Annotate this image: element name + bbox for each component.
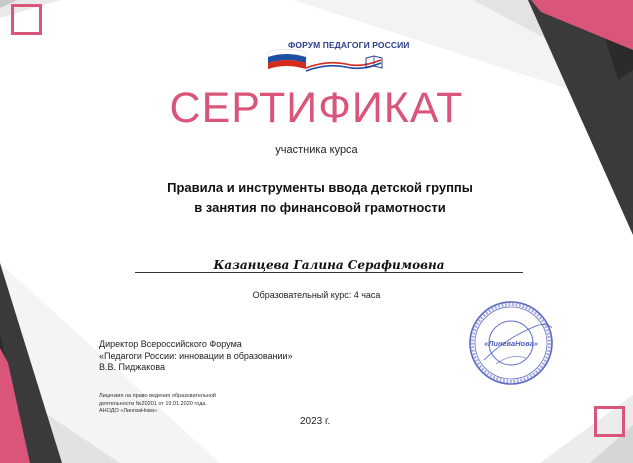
top-left-frame bbox=[11, 4, 42, 35]
stamp-text: «ЛингваНова» bbox=[484, 339, 538, 348]
recipient-underline bbox=[135, 272, 523, 273]
license-info bbox=[99, 393, 216, 416]
director-signature-block bbox=[99, 339, 293, 374]
course-hours: Образовательный курс: 4 часа bbox=[252, 290, 381, 300]
course-title bbox=[100, 178, 540, 218]
license-line-1: Лицензия на право ведения образовательной bbox=[99, 393, 216, 399]
license-line-2: деятельности №20201 от 19.01.2020 года. bbox=[99, 400, 208, 407]
recipient-name: Казанцева Галина Серафимовна bbox=[213, 258, 445, 272]
forum-logo bbox=[266, 38, 410, 78]
certificate-subtitle: участника курса bbox=[275, 144, 358, 156]
course-title-line-2: в занятия по финансовой грамотности bbox=[194, 200, 446, 215]
bottom-right-frame bbox=[594, 406, 625, 437]
course-title-line-1: Правила и инструменты ввода детской группы bbox=[167, 180, 473, 195]
license-line-3: АНОДО «ЛингваНова» bbox=[99, 408, 158, 414]
certificate-title: СЕРТИФИКАТ bbox=[169, 84, 464, 132]
director-name: В.В. Пиджакова bbox=[99, 362, 166, 372]
stamp-seal-icon bbox=[466, 298, 556, 388]
issue-year: 2023 г. bbox=[300, 416, 331, 427]
forum-name: «Педагоги России: инновации в образовании» bbox=[99, 350, 293, 361]
logo-text: ФОРУМ ПЕДАГОГИ РОССИИ bbox=[288, 40, 410, 50]
director-title: Директор Всероссийского Форума bbox=[99, 339, 242, 349]
